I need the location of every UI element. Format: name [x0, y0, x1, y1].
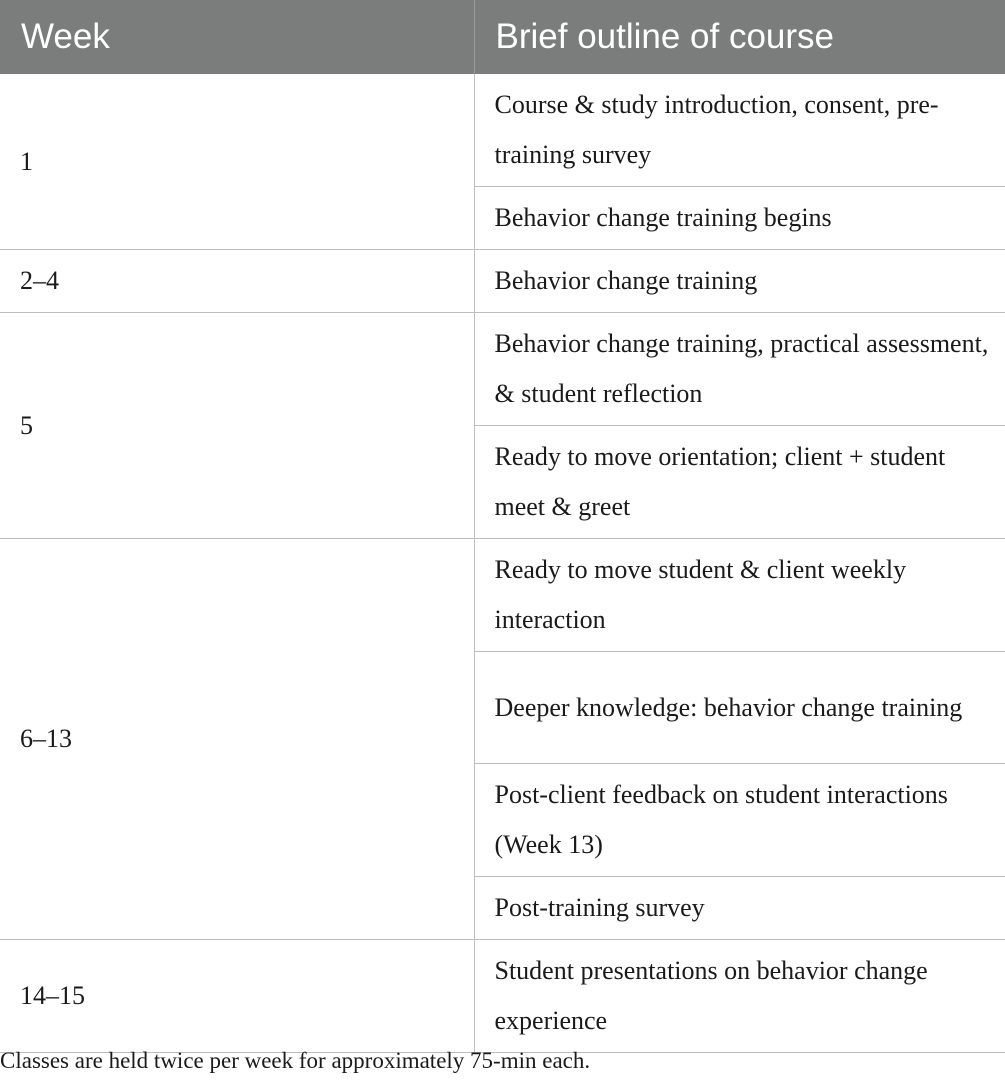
outline-cell: Ready to move orientation; client + student meet & greet [474, 426, 1005, 539]
table-row [0, 250, 1005, 313]
outline-cell: Course & study introduction, consent, pre-training survey [474, 74, 1005, 187]
outline-cell: Behavior change training, practical assessment, & student reflection [474, 313, 1005, 426]
outline-cell: Behavior change training [474, 250, 1005, 313]
table-row [0, 313, 1005, 426]
outline-cell: Post-training survey [474, 877, 1005, 940]
outline-cell: Deeper knowledge: behavior change training [474, 652, 1005, 764]
outline-cell: Post-client feedback on student interactions (Week 13) [474, 764, 1005, 877]
header-row [0, 0, 1005, 74]
table-row [0, 74, 1005, 187]
table-footnote: Classes are held twice per week for approximately 75-min each. [0, 1048, 591, 1073]
week-cell: 14–15 [0, 940, 474, 1053]
week-cell: 6–13 [0, 539, 474, 940]
table-row [0, 940, 1005, 1053]
week-cell: 5 [0, 313, 474, 539]
outline-cell: Ready to move student & client weekly interaction [474, 539, 1005, 652]
week-cell: 1 [0, 74, 474, 250]
week-cell: 2–4 [0, 250, 474, 313]
header-outline: Brief outline of course [474, 0, 1005, 74]
outline-cell: Behavior change training begins [474, 187, 1005, 250]
table-row [0, 539, 1005, 652]
outline-cell: Student presentations on behavior change experience [474, 940, 1005, 1053]
header-week: Week [0, 0, 474, 74]
